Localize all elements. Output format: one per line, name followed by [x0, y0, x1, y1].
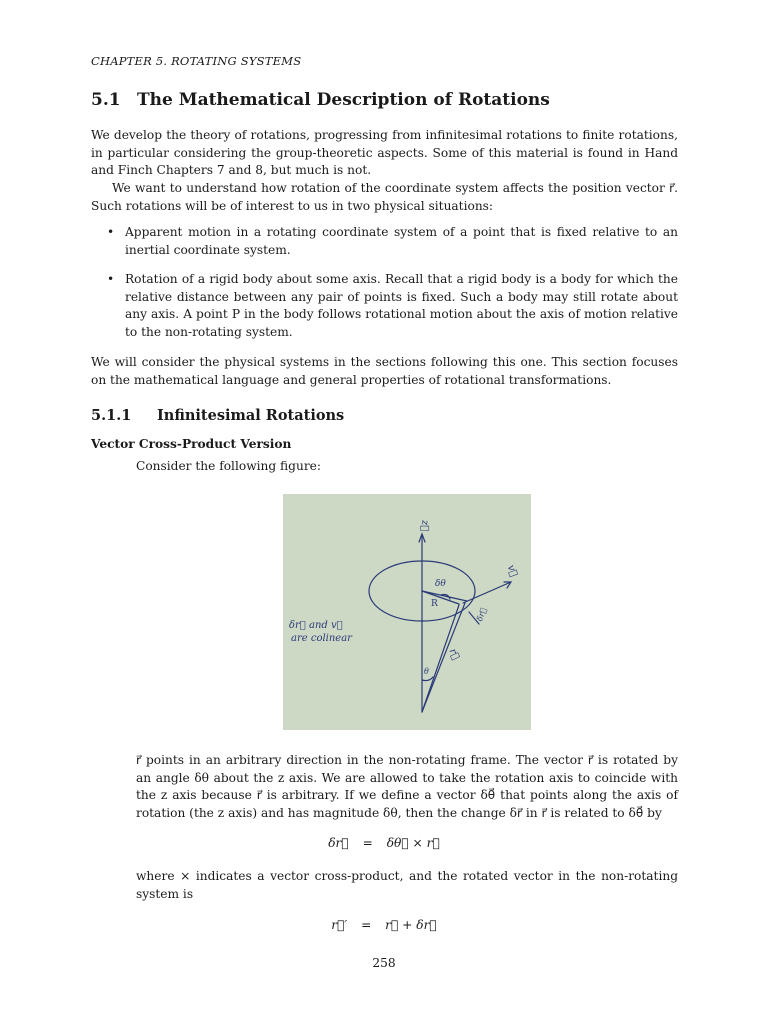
r-label: r⃗ — [446, 646, 462, 662]
dr-label: δr⃗ — [475, 606, 489, 623]
paragraph-heading: Vector Cross-Product Version — [91, 437, 292, 451]
equation-relation: = — [362, 836, 373, 850]
equation-relation: = — [361, 918, 372, 932]
radius-label: R — [431, 599, 438, 609]
v-label: v⃗ — [504, 563, 520, 579]
list-item: • Rotation of a rigid body about some axis. Recall that a rigid body is a body for which the relative distance between any pair of points is fixed. Such a body may still rotate about any axis. A point P in the body follows rotational motion about the axis of motion relative to the non-rotating system. — [107, 271, 678, 341]
cross-product-note-paragraph: where × indicates a vector cross-product, and the rotated vector in the non-rotating system is — [136, 869, 678, 901]
subsection-number: 5.1.1 — [91, 407, 132, 424]
intro-paragraph: We develop the theory of rotations, progressing from infinitesimal rotations to finite rotations, in particular considering the group-theoretic aspects. Some of this material is found in Hand and Finch Chapters 7 and 8, but much is not. — [91, 128, 678, 178]
figure-intro: Consider the following figure: — [136, 459, 321, 473]
note-line-2: are colinear — [291, 633, 352, 644]
running-head: CHAPTER 5. ROTATING SYSTEMS — [91, 54, 302, 68]
theta-arc — [422, 677, 433, 681]
section-title-text: The Mathematical Description of Rotations — [137, 90, 550, 110]
situations-list — [107, 224, 678, 342]
rotation-sketch — [283, 494, 531, 730]
motivation-paragraph: We want to understand how rotation of the coordinate system affects the position vector r⃗. Such rotations will be of interest to us in two physical situations: — [91, 181, 678, 213]
section-title — [91, 90, 550, 110]
theta-label: θ — [424, 667, 429, 676]
figure-explanation-paragraph: r⃗ points in an arbitrary direction in the non-rotating frame. The vector r⃗ is rotated by an angle δθ about the z axis. We are allowed to take the rotation axis to coincide with the z axis because r⃗ is arbitrary. If we define a vector δθ⃗ that points along the axis of rotation (the z axis) and has magnitude δθ, then the change δr⃗ in r⃗ is related to δθ⃗ by — [136, 753, 678, 820]
note-line-1: δr⃗ and v⃗ — [289, 620, 343, 631]
rotated-vector-equation — [0, 918, 768, 932]
equation-rhs: r⃗ + δr⃗ — [385, 918, 437, 932]
subsection-title — [91, 407, 344, 424]
equation-lhs: δr⃗ — [328, 836, 349, 850]
equation-rhs: δθ⃗ × r⃗ — [386, 836, 440, 850]
list-item: • Apparent motion in a rotating coordinate system of a point that is fixed relative to an inertial coordinate system. — [107, 224, 678, 259]
v-vector-line — [463, 582, 511, 603]
scope-paragraph: We will consider the physical systems in the sections following this one. This section focuses on the mathematical language and general properties of rotational transformations. — [91, 355, 678, 387]
cross-product-equation — [0, 836, 768, 850]
dtheta-label: δθ — [435, 579, 446, 589]
z-axis-label: z⃗ — [419, 520, 430, 532]
equation-lhs: r⃗′ — [331, 918, 348, 932]
rotation-figure — [283, 494, 531, 730]
subsection-title-text: Infinitesimal Rotations — [157, 407, 345, 424]
page-number: 258 — [372, 956, 396, 970]
section-number: 5.1 — [91, 90, 121, 110]
